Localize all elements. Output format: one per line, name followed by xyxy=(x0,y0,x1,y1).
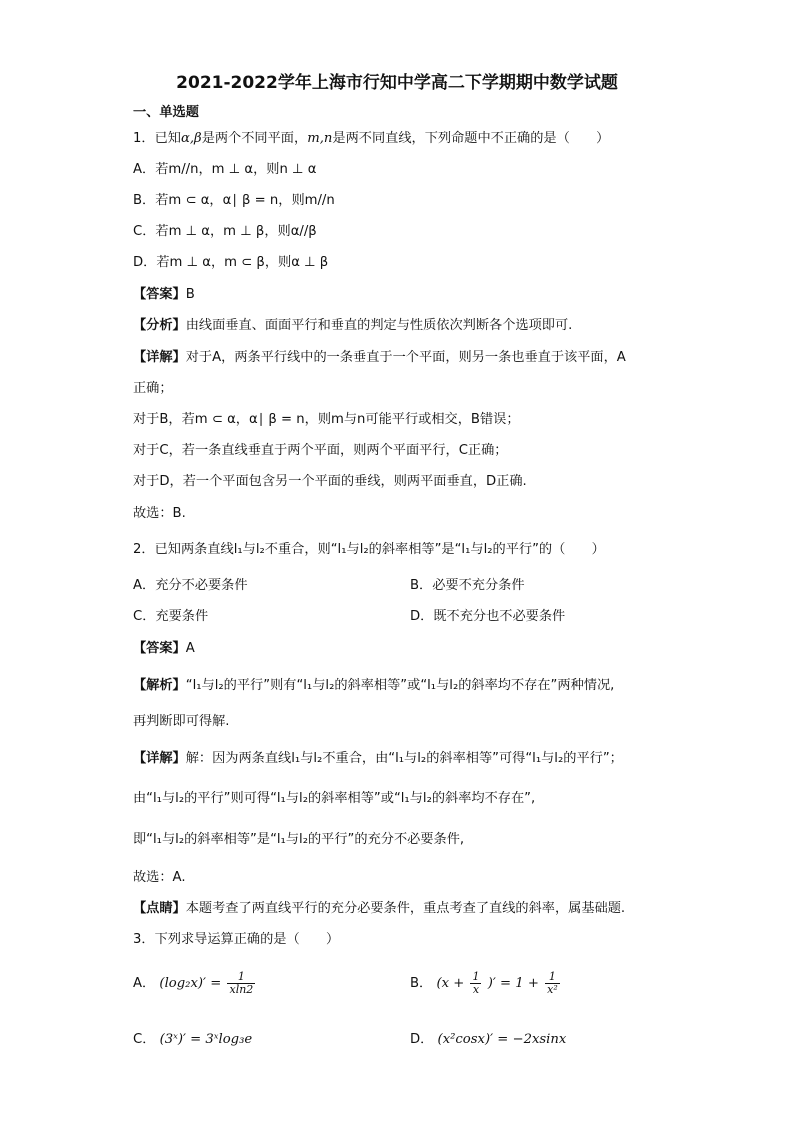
q1-choose: 故选：B. xyxy=(133,506,186,521)
q2-analysis-line-2: 再判断即可得解. xyxy=(133,714,230,729)
q2-comment-tag: 【点睛】 xyxy=(133,901,186,916)
q2-option-d: D．既不充分也不必要条件 xyxy=(410,609,566,624)
q2-detail-line-1 xyxy=(133,750,623,768)
q3-option-c xyxy=(133,1031,252,1049)
q2-answer-value: A xyxy=(185,641,195,656)
q1-detail-line-5: 对于D，若一个平面包含另一个平面的垂线，则两平面垂直，D正确. xyxy=(133,474,527,489)
q2-analysis-line-1 xyxy=(133,677,614,695)
q1-analysis-tag: 【分析】 xyxy=(133,318,186,333)
q3-option-b-label: B． xyxy=(410,976,433,991)
q2-analysis-text-1: “l₁与l₂的平行”则有“l₁与l₂的斜率相等”或“l₁与l₂的斜率均不存在”两种情况, xyxy=(185,678,615,693)
q1-analysis xyxy=(133,317,572,335)
q3-option-b-inner-fraction xyxy=(470,971,481,996)
q3-option-d xyxy=(410,1031,566,1049)
q1-answer-tag: 【答案】 xyxy=(133,287,186,302)
q1-stem-mid: 是两个不同平面， xyxy=(201,131,308,146)
q3-option-b-mid: )′ = 1 + xyxy=(487,976,539,991)
q3-option-b-fraction xyxy=(545,971,560,996)
q2-choose: 故选：A. xyxy=(133,870,186,885)
q1-option-a: A．若m//n，m ⊥ α，则n ⊥ α xyxy=(133,162,317,177)
q3-option-b-inner-num: 1 xyxy=(472,969,480,983)
q1-stem xyxy=(133,130,609,148)
q3-option-a-label: A． xyxy=(133,976,156,991)
q1-answer-value: B xyxy=(185,287,195,302)
q3-option-d-label: D． xyxy=(410,1032,434,1047)
q1-stem-vars1: α,β xyxy=(180,131,202,146)
q1-detail-line-1 xyxy=(133,349,626,367)
q2-detail-tag: 【详解】 xyxy=(133,751,186,766)
section-heading: 一、单选题 xyxy=(133,105,199,120)
q3-option-a-den: xln2 xyxy=(229,982,254,996)
q2-comment xyxy=(133,900,625,918)
q2-option-b: B．必要不充分条件 xyxy=(410,578,525,593)
q1-answer xyxy=(133,286,195,304)
q1-detail-text-1: 对于A，两条平行线中的一条垂直于一个平面，则另一条也垂直于该平面，A xyxy=(185,350,626,365)
q1-option-b: B．若m ⊂ α，α∣ β = n，则m//n xyxy=(133,193,335,208)
q2-stem: 2．已知两条直线l₁与l₂不重合，则“l₁与l₂的斜率相等”是“l₁与l₂的平行”的（ ） xyxy=(133,542,605,557)
q2-detail-text-1: 解：因为两条直线l₁与l₂不重合，由“l₁与l₂的斜率相等”可得“l₁与l₂的平行”； xyxy=(185,751,623,766)
q1-detail-line-3: 对于B，若m ⊂ α，α∣ β = n，则m与n可能平行或相交，B错误； xyxy=(133,412,520,427)
q3-stem: 3．下列求导运算正确的是（ ） xyxy=(133,932,340,947)
q1-detail-line-2: 正确； xyxy=(133,381,173,396)
q1-detail-tag: 【详解】 xyxy=(133,350,186,365)
q1-stem-vars2: m,n xyxy=(307,131,333,146)
q3-option-b-den: x² xyxy=(547,982,558,996)
q2-comment-text: 本题考查了两直线平行的充分必要条件，重点考查了直线的斜率，属基础题. xyxy=(185,901,626,916)
q2-option-c: C．充要条件 xyxy=(133,609,209,624)
q1-detail-line-4: 对于C，若一条直线垂直于两个平面，则两个平面平行，C正确； xyxy=(133,443,508,458)
q2-option-a: A．充分不必要条件 xyxy=(133,578,248,593)
q3-option-d-expr: (x²cosx)′ = −2xsinx xyxy=(437,1032,567,1047)
q3-option-c-expr: (3ˣ)′ = 3ˣlog₃e xyxy=(159,1032,253,1047)
page-title: 2021-2022学年上海市行知中学高二下学期期中数学试题 xyxy=(176,73,618,93)
q2-answer xyxy=(133,640,195,658)
q3-option-a xyxy=(133,970,257,998)
q2-analysis-tag: 【解析】 xyxy=(133,678,186,693)
q3-option-b-lhs: (x + xyxy=(436,976,465,991)
q3-option-b-num: 1 xyxy=(545,971,560,984)
q1-option-c: C．若m ⊥ α，m ⊥ β，则α//β xyxy=(133,224,317,239)
q1-option-d: D．若m ⊥ α，m ⊂ β，则α ⊥ β xyxy=(133,255,329,270)
q1-stem-pre: 1．已知 xyxy=(133,131,181,146)
q2-detail-line-3: 即“l₁与l₂的斜率相等”是“l₁与l₂的平行”的充分不必要条件, xyxy=(133,832,465,847)
q3-option-a-fraction xyxy=(227,971,255,996)
q3-option-b xyxy=(410,970,562,998)
q3-option-c-label: C． xyxy=(133,1032,156,1047)
q1-stem-post: 是两不同直线，下列命题中不正确的是（ ） xyxy=(332,131,610,146)
q3-option-a-num: 1 xyxy=(227,971,255,984)
q3-option-b-inner-den: x xyxy=(472,982,480,996)
q2-answer-tag: 【答案】 xyxy=(133,641,186,656)
q1-analysis-text: 由线面垂直、面面平行和垂直的判定与性质依次判断各个选项即可. xyxy=(185,318,573,333)
q3-option-a-lhs: (log₂x)′ = xyxy=(159,976,222,991)
q2-detail-line-2: 由“l₁与l₂的平行”则可得“l₁与l₂的斜率相等”或“l₁与l₂的斜率均不存在”, xyxy=(133,791,536,806)
